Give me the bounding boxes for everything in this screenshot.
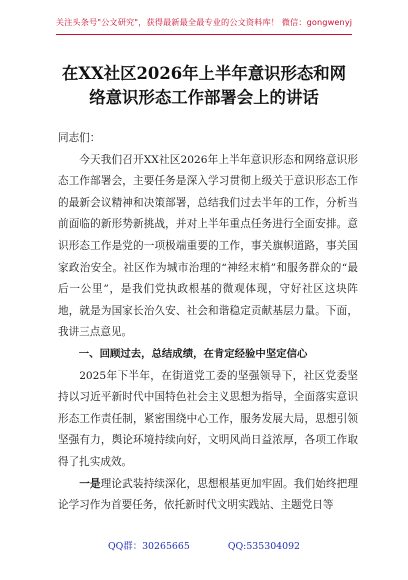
footer-qq-group: QQ群：30265665 bbox=[107, 541, 190, 552]
intro-paragraph: 今天我们召开XX社区2026年上半年意识形态和网络意识形态工作部署会，主要任务是深入学习贯彻上级关于意识形态工作的最新会议精神和决策部署，总结我们过去半年的工作，分析当前面临的新形势新挑战，并对上半年重点任务进行全面安排。意识形态工作是党的一项极端重要的工作，事关旗帜道路，事关国家政治安全。社区作为城市治理的“神经末梢”和服务群众的“最后一公里”，是我们党执政根基的微观体现，守好社区这块阵地，就是为国家长治久安、社会和谐稳定贡献基层力量。下面，我讲三点意见。 bbox=[58, 153, 358, 339]
header-divider bbox=[56, 34, 352, 35]
section-heading: 一、回顾过去，总结成绩，在肯定经验中坚定信心 bbox=[78, 347, 308, 360]
header-promo-note: 关注头条号"公文研究"，获得最新最全最专业的公文资料库！ 微信：gongwenyj bbox=[55, 17, 353, 27]
section-paragraph: 2025年下半年，在街道党工委的坚强领导下，社区党委坚持以习近平新时代中国特色社会主义思想为指导，全面落实意识形态工作责任制，紧密围绕中心工作，服务发展大局，思想引领坚强有力，舆论环境持续向好，文明风尚日益浓厚，各项工作取得了扎实成效。 bbox=[58, 369, 358, 468]
point-lead: 一是 bbox=[79, 477, 101, 490]
point-paragraph bbox=[58, 474, 358, 517]
footer-contact bbox=[0, 538, 408, 552]
salutation: 同志们： bbox=[58, 132, 101, 144]
point-text: 理论武装持续深化，思想根基更加牢固。我们始终把理论学习作为首要任务，依托新时代文明实践站、主题党日等 bbox=[58, 477, 359, 512]
footer-qq-number: QQ:535304092 bbox=[227, 541, 301, 552]
document-title: 在XX社区2026年上半年意识形态和网络意识形态工作部署会上的讲话 bbox=[61, 64, 347, 107]
document-body bbox=[58, 128, 358, 517]
